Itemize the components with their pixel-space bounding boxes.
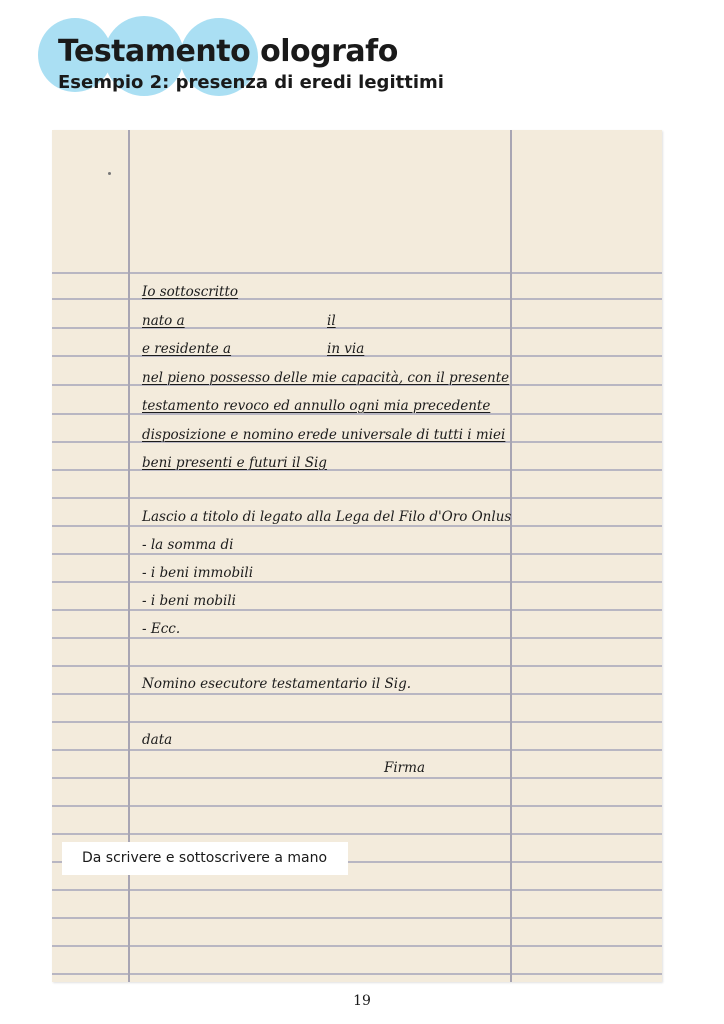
- rule-line: [52, 581, 662, 583]
- rule-line: [52, 749, 662, 751]
- legacy-item: - la somma di: [142, 537, 234, 553]
- street-label: in via: [327, 341, 365, 357]
- rule-line: [52, 553, 662, 555]
- page-subtitle: Esempio 2: presenza di eredi legittimi: [58, 72, 444, 93]
- executor-line: Nomino esecutore testamentario il Sig.: [142, 676, 412, 692]
- body-line: beni presenti e futuri il Sig: [142, 455, 327, 471]
- rule-line: [52, 721, 662, 723]
- opening-line: Io sottoscritto: [142, 284, 239, 300]
- handwrite-note: [62, 842, 348, 875]
- body-line: nel pieno possesso delle mie capacità, con il presente: [142, 370, 510, 386]
- resident-label: e residente a: [142, 341, 232, 357]
- rule-line: [52, 833, 662, 835]
- rule-line: [52, 497, 662, 499]
- page-header: [0, 0, 724, 110]
- born-label: nato a: [142, 313, 185, 329]
- handwrite-note-text: Da scrivere e sottoscrivere a mano: [82, 850, 328, 866]
- date-of-birth-label: il: [327, 313, 336, 329]
- rule-line: [52, 777, 662, 779]
- signature-label: Firma: [384, 760, 425, 776]
- rule-line: [52, 973, 662, 975]
- rule-line: [52, 665, 662, 667]
- legacy-item: - i beni mobili: [142, 593, 236, 609]
- margin-line-right: [510, 130, 512, 982]
- rule-line: [52, 609, 662, 611]
- date-label: data: [142, 732, 173, 748]
- rule-line: [52, 637, 662, 639]
- legacy-intro: Lascio a titolo di legato alla Lega del Filo d'Oro Onlus: [142, 509, 512, 525]
- rule-line: [52, 525, 662, 527]
- legacy-item: - Ecc.: [142, 621, 181, 637]
- body-line: testamento revoco ed annullo ogni mia precedente: [142, 398, 491, 414]
- body-line: disposizione e nomino erede universale di tutti i miei: [142, 427, 506, 443]
- rule-line: [52, 693, 662, 695]
- rule-line: [52, 945, 662, 947]
- rule-line: [52, 805, 662, 807]
- paper-speck: [108, 172, 111, 175]
- page-number: 19: [353, 993, 371, 1009]
- rule-line: [52, 272, 662, 274]
- page-title: Testamento olografo: [58, 34, 398, 69]
- legacy-item: - i beni immobili: [142, 565, 254, 581]
- rule-line: [52, 889, 662, 891]
- rule-line: [52, 917, 662, 919]
